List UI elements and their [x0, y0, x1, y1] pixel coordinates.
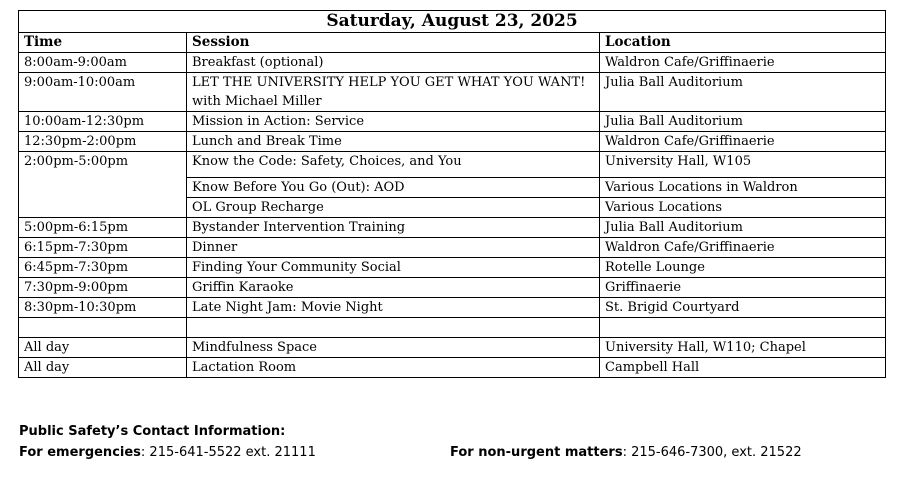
table-row: [19, 152, 886, 178]
table-row: [19, 358, 886, 378]
time-cell: 7:30pm-9:00pm: [19, 278, 187, 298]
location-cell: Griffinaerie: [600, 278, 886, 298]
table-row: [19, 238, 886, 258]
session-cell: Lunch and Break Time: [187, 132, 600, 152]
session-cell: [187, 73, 600, 112]
location-cell: Various Locations: [600, 198, 886, 218]
table-row-empty: [19, 318, 886, 338]
session-cell: Breakfast (optional): [187, 53, 600, 73]
contact-heading: [19, 423, 285, 441]
session-cell: Griffin Karaoke: [187, 278, 600, 298]
location-cell: Julia Ball Auditorium: [600, 73, 886, 112]
time-cell: 5:00pm-6:15pm: [19, 218, 187, 238]
session-cell: [187, 318, 600, 338]
location-cell: Rotelle Lounge: [600, 258, 886, 278]
schedule-table: [18, 10, 886, 378]
table-row: [19, 132, 886, 152]
table-row: [19, 258, 886, 278]
session-cell: Know Before You Go (Out): AOD: [187, 178, 600, 198]
session-cell: Know the Code: Safety, Choices, and You: [187, 152, 600, 178]
session-cell: Lactation Room: [187, 358, 600, 378]
schedule-title: Saturday, August 23, 2025: [19, 11, 886, 33]
location-cell: [600, 318, 886, 338]
time-cell: 8:30pm-10:30pm: [19, 298, 187, 318]
location-cell: Campbell Hall: [600, 358, 886, 378]
header-time: Time: [19, 33, 187, 53]
time-cell: 6:45pm-7:30pm: [19, 258, 187, 278]
time-cell: [19, 318, 187, 338]
header-row: [19, 33, 886, 53]
session-cell: Dinner: [187, 238, 600, 258]
session-cell: Late Night Jam: Movie Night: [187, 298, 600, 318]
nonurgent-contact: [450, 444, 802, 462]
header-session: Session: [187, 33, 600, 53]
emergency-contact: [19, 444, 316, 462]
location-cell: Waldron Cafe/Griffinaerie: [600, 132, 886, 152]
contact-heading-text: Public Safety’s Contact Information:: [19, 424, 286, 439]
time-cell: 12:30pm-2:00pm: [19, 132, 187, 152]
table-row: [19, 278, 886, 298]
location-cell: University Hall, W105: [600, 152, 886, 178]
header-location: Location: [600, 33, 886, 53]
time-cell: 6:15pm-7:30pm: [19, 238, 187, 258]
session-cell: Bystander Intervention Training: [187, 218, 600, 238]
time-cell: All day: [19, 358, 187, 378]
time-cell: 9:00am-10:00am: [19, 73, 187, 112]
location-cell: University Hall, W110; Chapel: [600, 338, 886, 358]
location-cell: Waldron Cafe/Griffinaerie: [600, 238, 886, 258]
table-row: [19, 73, 886, 112]
table-row: [19, 338, 886, 358]
table-row: [19, 218, 886, 238]
emergency-number: : 215-641-5522 ext. 21111: [140, 445, 316, 460]
session-cell: Mindfulness Space: [187, 338, 600, 358]
time-cell: All day: [19, 338, 187, 358]
table-row: [19, 53, 886, 73]
session-line-2: with Michael Miller: [192, 94, 322, 109]
time-cell: 2:00pm-5:00pm: [19, 152, 187, 218]
location-cell: Waldron Cafe/Griffinaerie: [600, 53, 886, 73]
nonurgent-number: : 215-646-7300, ext. 21522: [622, 445, 802, 460]
time-cell: 8:00am-9:00am: [19, 53, 187, 73]
session-cell: OL Group Recharge: [187, 198, 600, 218]
time-cell: 10:00am-12:30pm: [19, 112, 187, 132]
table-row: [19, 112, 886, 132]
location-cell: Julia Ball Auditorium: [600, 112, 886, 132]
location-cell: Julia Ball Auditorium: [600, 218, 886, 238]
session-cell: Finding Your Community Social: [187, 258, 600, 278]
table-row: [19, 298, 886, 318]
session-line-1: LET THE UNIVERSITY HELP YOU GET WHAT YOU WANT!: [192, 75, 586, 90]
emergency-label: For emergencies: [19, 445, 141, 460]
session-cell: Mission in Action: Service: [187, 112, 600, 132]
location-cell: Various Locations in Waldron: [600, 178, 886, 198]
title-row: [19, 11, 886, 33]
location-cell: St. Brigid Courtyard: [600, 298, 886, 318]
nonurgent-label: For non-urgent matters: [450, 445, 623, 460]
